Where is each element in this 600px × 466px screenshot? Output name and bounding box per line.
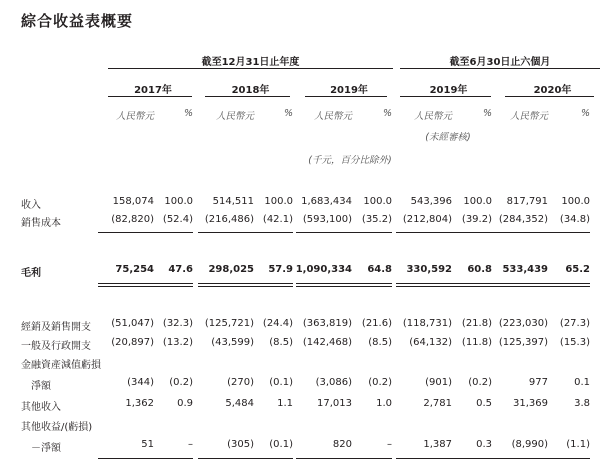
total-rule	[198, 286, 293, 287]
row-label-cont: －淨額	[31, 443, 61, 454]
total-rule	[198, 283, 293, 284]
table-cell: 60.8	[467, 264, 492, 275]
table-cell: 51	[141, 439, 154, 450]
group-underline-annual	[108, 68, 393, 69]
bottom-rule	[98, 458, 193, 459]
year-header: 2019年	[330, 85, 368, 96]
year-underline	[305, 96, 387, 97]
group-header-annual: 截至12月31日止年度	[201, 57, 300, 68]
table-cell: 820	[332, 439, 352, 450]
table-cell: 977	[528, 377, 548, 388]
table-cell: (64,132)	[409, 337, 452, 348]
table-cell: (0.2)	[468, 377, 492, 388]
row-label-cont: 淨額	[31, 381, 51, 392]
table-cell: 1,683,434	[301, 196, 352, 207]
table-cell: 1,362	[125, 398, 154, 409]
row-label: 一般及行政開支	[21, 341, 91, 352]
table-cell: –	[188, 439, 193, 450]
subtotal-rule	[198, 232, 293, 233]
row-label: 金融資產減值虧損	[21, 360, 101, 371]
group-underline-six-months	[400, 68, 600, 69]
table-cell: (8,990)	[511, 439, 548, 450]
subtotal-rule	[492, 232, 590, 233]
table-cell: 1.0	[376, 398, 392, 409]
table-cell: 298,025	[208, 264, 254, 275]
table-cell: 533,439	[502, 264, 548, 275]
table-cell: 3.8	[574, 398, 590, 409]
table-cell: (43,599)	[211, 337, 254, 348]
table-cell: 100.0	[561, 196, 590, 207]
bottom-rule	[198, 458, 293, 459]
table-cell: (284,352)	[498, 214, 548, 225]
table-cell: 100.0	[363, 196, 392, 207]
table-cell: –	[387, 439, 392, 450]
table-cell: (52.4)	[162, 214, 193, 225]
unit-label-rmb: 人民幣元	[509, 111, 548, 122]
table-cell: (142,468)	[302, 337, 352, 348]
year-header: 2019年	[429, 85, 468, 96]
table-cell: 2,781	[423, 398, 452, 409]
unit-label-rmb: 人民幣元	[115, 111, 154, 122]
year-header: 2018年	[231, 85, 270, 96]
unit-label-pct: %	[283, 108, 293, 119]
table-cell: 0.1	[574, 377, 590, 388]
table-cell: 100.0	[164, 196, 193, 207]
table-cell: (593,100)	[302, 214, 352, 225]
year-header: 2020年	[533, 85, 572, 96]
row-label: 經銷及銷售開支	[21, 322, 91, 333]
table-cell: 64.8	[367, 264, 392, 275]
table-cell: (82,820)	[111, 214, 154, 225]
table-cell: 0.5	[476, 398, 492, 409]
unit-label-rmb: 人民幣元	[413, 111, 452, 122]
table-cell: 514,511	[212, 196, 254, 207]
unit-label-rmb: 人民幣元	[215, 111, 254, 122]
year-underline	[205, 96, 290, 97]
table-cell: (1.1)	[566, 439, 590, 450]
total-rule	[396, 286, 492, 287]
row-label: 收入	[21, 200, 41, 211]
total-rule	[296, 283, 392, 284]
row-label: 毛利	[21, 268, 41, 279]
unit-label-pct: %	[183, 108, 193, 119]
page-title: 綜合收益表概要	[21, 12, 134, 30]
table-cell: (901)	[425, 377, 452, 388]
table-cell: (34.8)	[559, 214, 590, 225]
year-underline	[108, 96, 192, 97]
unit-label-pct: %	[580, 108, 590, 119]
total-rule	[98, 283, 193, 284]
table-cell: 31,369	[513, 398, 548, 409]
table-cell: (42.1)	[262, 214, 293, 225]
table-cell: 100.0	[463, 196, 492, 207]
table-cell: (51,047)	[111, 318, 154, 329]
total-rule	[492, 286, 590, 287]
table-cell: (21.8)	[461, 318, 492, 329]
table-cell: 817,791	[506, 196, 548, 207]
row-label: 其他收入	[21, 402, 61, 413]
subtotal-rule	[396, 232, 492, 233]
table-cell: 75,254	[115, 264, 154, 275]
year-underline	[505, 96, 594, 97]
bottom-rule	[396, 458, 492, 459]
table-cell: (39.2)	[461, 214, 492, 225]
bottom-rule	[296, 458, 392, 459]
table-cell: (216,486)	[204, 214, 254, 225]
unaudited-note: (未經審核)	[425, 132, 471, 143]
table-cell: 5,484	[225, 398, 254, 409]
year-header: 2017年	[134, 85, 172, 96]
table-cell: 17,013	[317, 398, 352, 409]
group-header-six-months: 截至6月30日止六個月	[449, 57, 551, 68]
table-cell: 1,090,334	[295, 264, 352, 275]
total-rule	[396, 283, 492, 284]
table-cell: (11.8)	[461, 337, 492, 348]
table-cell: 47.6	[168, 264, 193, 275]
table-cell: (32.3)	[162, 318, 193, 329]
row-label: 銷售成本	[21, 218, 61, 229]
table-cell: 57.9	[268, 264, 293, 275]
table-cell: (0.2)	[368, 377, 392, 388]
table-cell: (27.3)	[559, 318, 590, 329]
table-cell: (118,731)	[402, 318, 452, 329]
table-cell: (15.3)	[559, 337, 590, 348]
table-cell: 100.0	[264, 196, 293, 207]
year-underline	[400, 96, 491, 97]
table-cell: (0.1)	[269, 439, 293, 450]
table-cell: (8.5)	[269, 337, 293, 348]
unit-label-rmb: 人民幣元	[313, 111, 352, 122]
table-cell: 543,396	[410, 196, 452, 207]
table-cell: (8.5)	[368, 337, 392, 348]
table-cell: (363,819)	[302, 318, 352, 329]
table-cell: (125,721)	[204, 318, 254, 329]
table-cell: (270)	[227, 377, 254, 388]
table-cell: 0.3	[476, 439, 492, 450]
table-cell: (20,897)	[111, 337, 154, 348]
row-label: 其他收益/(虧損)	[21, 422, 93, 433]
table-cell: 65.2	[565, 264, 590, 275]
table-cell: (223,030)	[498, 318, 548, 329]
table-cell: (0.2)	[169, 377, 193, 388]
table-cell: (212,804)	[402, 214, 452, 225]
table-cell: 1.1	[277, 398, 293, 409]
table-cell: (344)	[127, 377, 154, 388]
total-rule	[296, 286, 392, 287]
subtotal-rule	[98, 232, 193, 233]
table-cell: (305)	[227, 439, 254, 450]
total-rule	[98, 286, 193, 287]
table-cell: (3,086)	[315, 377, 352, 388]
table-cell: 330,592	[406, 264, 452, 275]
unit-label-pct: %	[382, 108, 392, 119]
table-cell: (125,397)	[498, 337, 548, 348]
subtotal-rule	[296, 232, 392, 233]
table-cell: 158,074	[112, 196, 154, 207]
table-cell: (35.2)	[361, 214, 392, 225]
table-cell: (21.6)	[361, 318, 392, 329]
table-cell: 1,387	[423, 439, 452, 450]
bottom-rule	[492, 458, 590, 459]
unit-label-pct: %	[482, 108, 492, 119]
total-rule	[492, 283, 590, 284]
unit-note: (千元，百分比除外)	[308, 155, 392, 166]
table-cell: (0.1)	[269, 377, 293, 388]
table-cell: (13.2)	[162, 337, 193, 348]
table-cell: (24.4)	[262, 318, 293, 329]
table-cell: 0.9	[177, 398, 193, 409]
